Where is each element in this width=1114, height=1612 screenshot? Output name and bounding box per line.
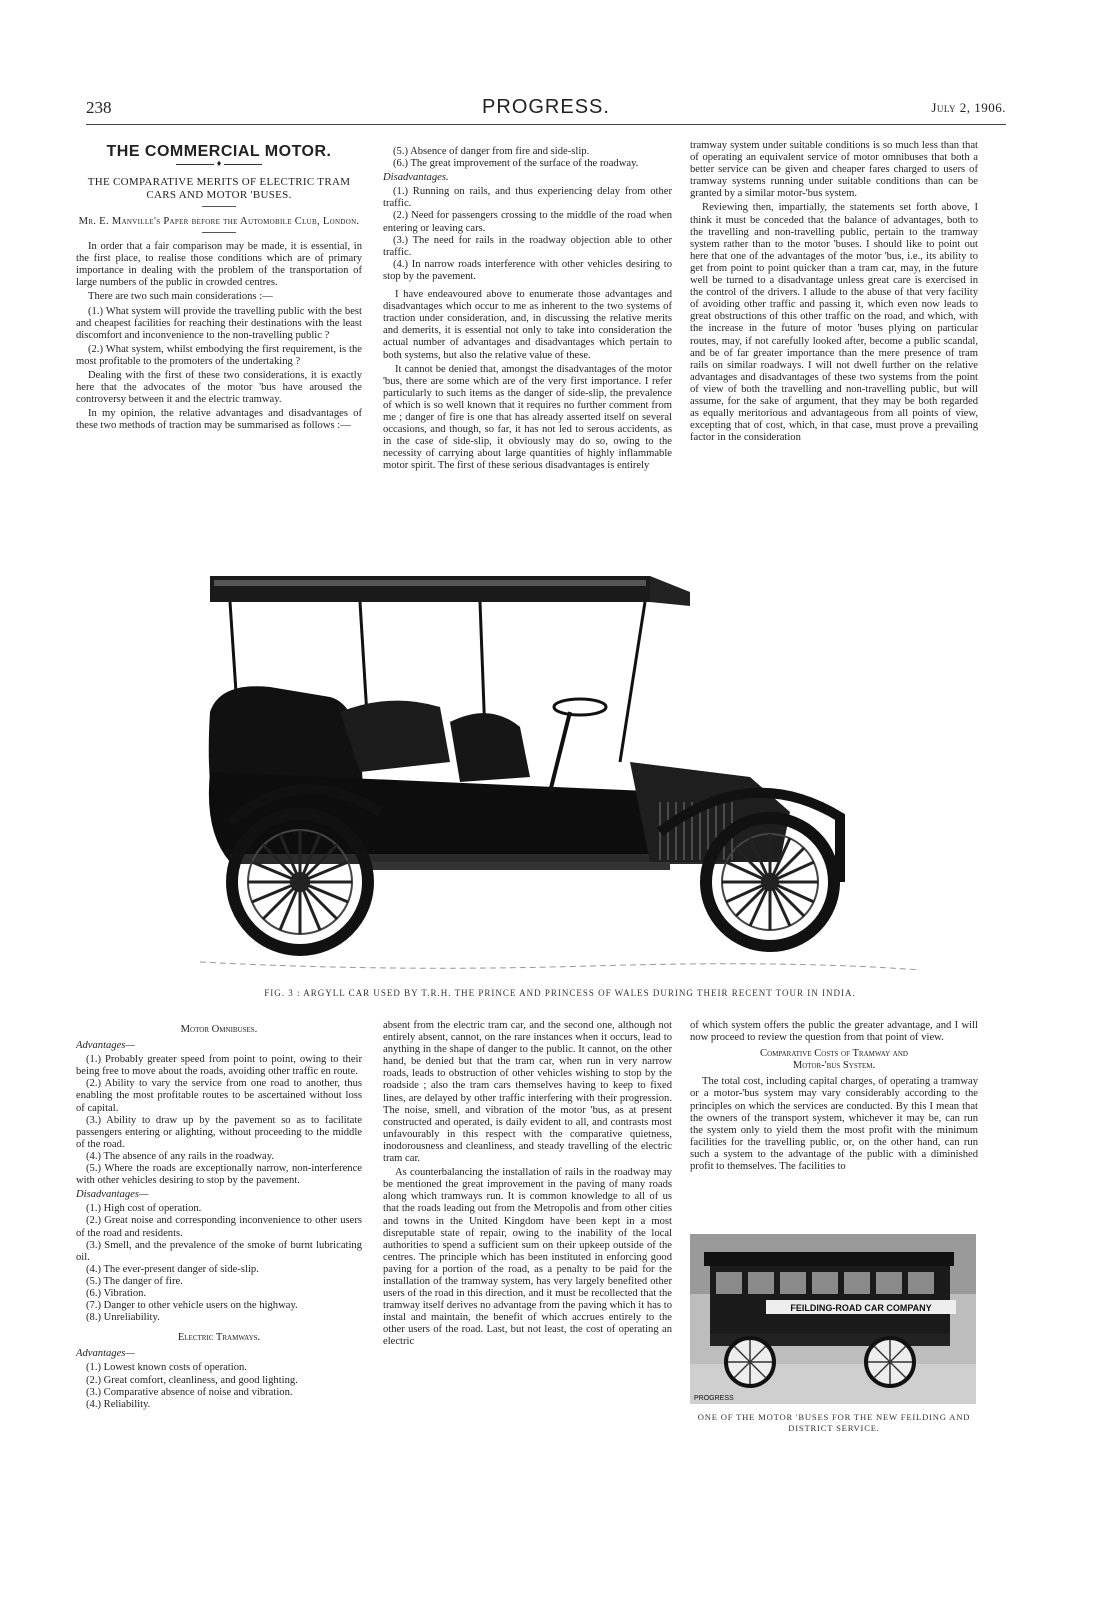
divider — [202, 206, 236, 207]
paragraph: In my opinion, the relative advantages and disadvantages of these two methods of traction may be summarised as follows :— — [76, 408, 362, 432]
list-item: (1.) High cost of operation. — [86, 1203, 202, 1215]
photo-watermark: PROGRESS — [694, 1395, 734, 1402]
column-2-bottom — [383, 1020, 672, 1351]
list-item: (7.) Danger to other vehicle users on the highway. — [86, 1300, 298, 1312]
paragraph: absent from the electric tram car, and the second one, although not entirely absent, cannot, on the rare instances when it occurs, lead to anything in the shape of danger to the public. It cannot, on the other hand, be denied but that the tram car, when run in very narrow roads, leads to obstruction of other vehicles wishing to stop by the roadside ; also the tram cars themselves having to keep to fixed lines, are delayed by other traffic interfering with their progression. The noise, smell, and vibration of the motor 'bus, as at present constructed and operated, is daily evident to all, and contrasts most unfavourably in this respect with the comparative quietness, inodorousness and cleanliness, and steady travelling of the electric tram car. — [383, 1020, 672, 1165]
column-2-top — [383, 146, 672, 474]
paragraph: It cannot be denied that, amongst the disadvantages of the motor 'bus, there are some which are of the very first importance. I refer particularly to such items as the danger of side-slip, the prevalence of which is so well known that it requires no further comment from me ; danger of fire is one that has already asserted itself on several occasions, and though, so far, it has not led to serous accidents, as in the case of side-slip, it obviously may do so, owing to the necessity of carrying about large quantities of highly inflammable motor spirit. The first of these serious disadvantages is entirely — [383, 363, 672, 472]
section-heading-motor-omnibuses: Motor Omnibuses. — [180, 1024, 258, 1035]
paragraph: The total cost, including capital charges, of operating a tramway or a motor-'bus system may vary considerably according to the principles on which the services are conducted. By this I mean that the owners of the transport system, whichever it may be, can run the system only to yield them the most profit with the minimum facilities for the travelling public, or, on the other hand, can run such a system to the advantage of the public with a diminished profit to themselves. The facilities to — [690, 1076, 978, 1173]
disadvantages-label: Disadvantages— — [76, 1189, 149, 1201]
list-item: (6.) The great improvement of the surface of the roadway. — [393, 158, 639, 170]
masthead: PROGRESS. — [482, 96, 610, 118]
paragraph: There are two such main considerations :— — [88, 291, 273, 303]
title-ornament: ♦ — [76, 160, 362, 166]
list-item: (4.) The absence of any rails in the roadway. — [86, 1150, 274, 1162]
list-item: (3.) Ability to draw up by the pavement so as to facilitate passengers entering or alighting, without proceeding to the middle of the road. — [76, 1114, 362, 1150]
paragraph: Dealing with the first of these two considerations, it is exactly here that the advocates of the motor 'bus have aroused the controversy between it and the electric tramway. — [76, 370, 362, 406]
page-number: 238 — [86, 98, 112, 117]
page-header — [86, 96, 1006, 122]
article-title: THE COMMERCIAL MOTOR. — [106, 143, 332, 160]
disadvantages-heading: Disadvantages. — [383, 172, 449, 184]
bus-sign-text: FEILDING-ROAD CAR COMPANY — [790, 1303, 932, 1313]
figure-caption: FIG. 3 : ARGYLL CAR USED BY T.R.H. THE PRINCE AND PRINCESS OF WALES DURING THEIR RECENT TOUR IN INDIA. — [264, 988, 856, 998]
list-item: (3.) Comparative absence of noise and vibration. — [86, 1386, 293, 1398]
list-item: (2.) Great comfort, cleanliness, and good lighting. — [86, 1374, 298, 1386]
column-3-bottom — [690, 1020, 978, 1175]
paragraph: As counterbalancing the installation of rails in the roadway may be mentioned the great improvement in the paving of many roads along which tramways run. It is common knowledge to all of us that the roads leading out from the Metropolis and from other cities and towns in the United Kingdom have been kept in a most disreputable state of repair, owing to the inability of the local authorities to spend a sufficient sum on their upkeep outside of the centres. The principle which has been instituted in enforcing good paving for a portion of the road, as a penalty to be paid for the installation of the tramway system, has very largely benefited other users of the road in this direction, and it must be recollected that the tramway itself derives no advantage from the paving which it has to instal and maintain, the benefit of which accrues entirely to the other users of the road. Last, but not least, the cost of operating an electric — [383, 1167, 672, 1348]
column-1-top — [76, 143, 362, 435]
list-item: (6.) Vibration. — [86, 1287, 147, 1299]
divider — [202, 232, 236, 233]
advantages-label: Advantages— — [76, 1040, 135, 1052]
list-item: (1.) Running on rails, and thus experiencing delay from other traffic. — [383, 186, 672, 210]
list-item: (4.) Reliability. — [86, 1398, 151, 1410]
paragraph: In order that a fair comparison may be made, it is essential, in the first place, to realise those conditions which are of primary importance in dealing with the problem of the transportation of large numbers of the public in crowded centres. — [76, 241, 362, 289]
bus-photo-caption: ONE OF THE MOTOR 'BUSES FOR THE NEW FEILDING AND DISTRICT SERVICE. — [697, 1412, 971, 1433]
section-heading-costs-line2: Motor-'bus System. — [792, 1060, 876, 1072]
paragraph: (2.) What system, whilst embodying the first requirement, is the most profitable to the promoters of the undertaking ? — [76, 343, 362, 367]
list-item: (5.) Absence of danger from fire and side-slip. — [393, 146, 590, 157]
section-heading-costs: Comparative Costs of Tramway and — [760, 1048, 908, 1060]
list-item: (1.) Probably greater speed from point to point, owing to their being free to move about the roads, avoiding other traffic en route. — [76, 1054, 362, 1078]
list-item: (3.) The need for rails in the roadway objection able to other traffic. — [383, 234, 672, 258]
article-subtitle: THE COMPARATIVE MERITS OF ELECTRIC TRAM CARS AND MOTOR 'BUSES. — [87, 176, 351, 202]
issue-date: July 2, 1906. — [931, 100, 1006, 115]
list-item: (3.) Smell, and the prevalence of the smoke of burnt lubricating oil. — [76, 1239, 362, 1263]
argyll-car-illustration — [190, 562, 930, 982]
list-item: (4.) In narrow roads interference with other vehicles desiring to stop by the pavement. — [383, 258, 672, 282]
rear-wheel — [232, 814, 368, 950]
header-rule — [86, 124, 1006, 125]
column-1-bottom — [76, 1020, 362, 1411]
list-item: (8.) Unreliability. — [86, 1312, 160, 1324]
paragraph: of which system offers the public the greater advantage, and I will now proceed to review the question from that point of view. — [690, 1020, 978, 1044]
list-item: (2.) Need for passengers crossing to the middle of the road when entering or leaving cars. — [383, 210, 672, 234]
list-item: (2.) Great noise and corresponding inconvenience to other users of the road and residents. — [76, 1215, 362, 1239]
paragraph: (1.) What system will provide the travelling public with the best and cheapest facilities for reaching their destinations with the least discomfort and inconvenience to the non-travelling public ? — [76, 305, 362, 341]
list-item: (4.) The ever-present danger of side-slip. — [86, 1263, 259, 1275]
article-byline: Mr. E. Manville's Paper before the Automobile Club, London. — [78, 216, 360, 228]
paragraph: tramway system under suitable conditions is so much less than that of operating an equivalent service of motor omnibuses that both a better service can be given and cheaper fares charged to users of tramway systems running under suitable conditions than can be granted by a similar motor-'bus system. — [690, 140, 978, 200]
feilding-motor-bus-photo — [690, 1234, 976, 1404]
paragraph: I have endeavoured above to enumerate those advantages and disadvantages which occur to me as inherent to the two systems of traction under consideration, and, in discussing the relative merits and demerits, it is essential not only to take into consideration the actual number of advantages and disadvantages which pertain to both systems, but also the relative value of these. — [383, 289, 672, 361]
list-item: (2.) Ability to vary the service from one road to another, thus enabling the most profitable routes to be ascertained without loss of capital. — [76, 1078, 362, 1114]
paragraph: Reviewing then, impartially, the statements set forth above, I think it must be conceded that the balance of advantages, both to the travelling and non-travelling public, pertain to the tramway system rather than to the motor 'buses. I should like to point out here that one of the advantages of the motor 'bus, i.e., its ability to get from point to point quicker than a tram car, may, in the future well be turned to a disadvantage unless great care is exercised in the control of the drivers. I allude to the abuse of that very facility of avoiding other traffic and passing it, which even now leads to great obstructions of this other traffic on the road, and which, with the increase in the future of motor 'buses plying on particular routes, may, if not carefully looked after, become a public scandal, and be of far greater importance than the mere presence of tram rails on similar roadways. I will not dwell further on the relative advantages and disadvantages of these two systems from the point of view of both the travelling and non-travelling public, but will assume, for the sake of argument, that they may be both regarded as equally meritorious and advantageous from all points of view, excepting that of cost, which, in that case, must prove a prevailing factor in the consideration — [690, 202, 978, 444]
advantages-label: Advantages— — [76, 1348, 135, 1360]
list-item: (5.) Where the roads are exceptionally narrow, non-interference with other vehicles desiring to stop by the pavement. — [76, 1163, 362, 1187]
column-3-top — [690, 140, 978, 446]
front-wheel — [706, 818, 834, 946]
list-item: (1.) Lowest known costs of operation. — [86, 1362, 247, 1374]
section-heading-electric-tramways: Electric Tramways. — [177, 1332, 261, 1344]
list-item: (5.) The danger of fire. — [86, 1275, 183, 1287]
